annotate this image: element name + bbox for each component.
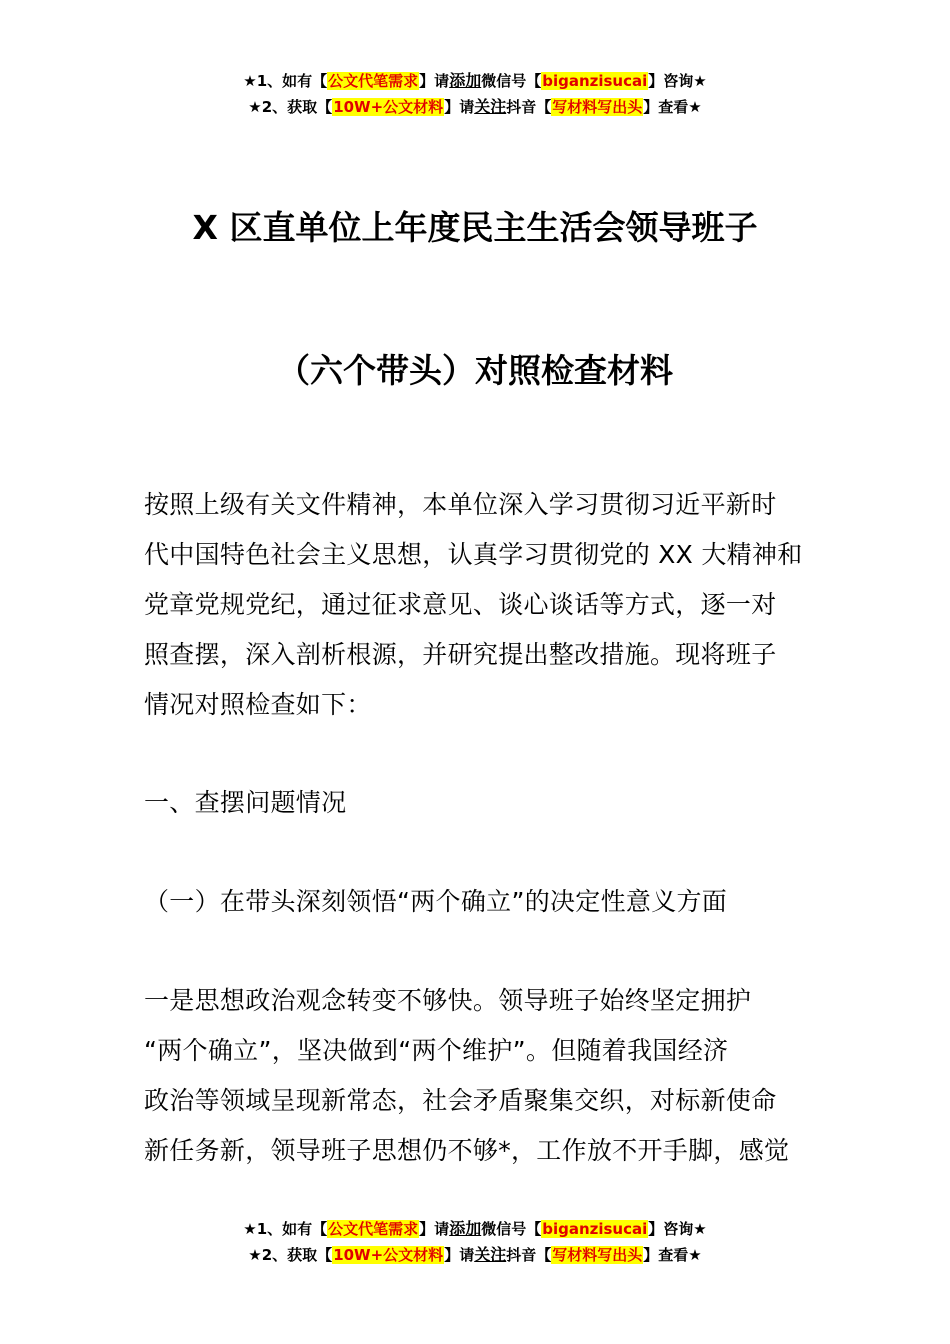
paragraph-line: 政治等领域呈现新常态，社会矛盾聚集交织，对标新使命 xyxy=(144,1086,777,1115)
banner-text: 】请 xyxy=(444,98,475,116)
banner-underline: 关注 xyxy=(474,1245,507,1264)
banner-highlight: 10W+公文材料 xyxy=(333,98,444,116)
banner-text: 微信号【 xyxy=(481,72,542,90)
paragraph-line: 一是思想政治观念转变不够快。领导班子始终坚定拥护 xyxy=(144,986,752,1015)
banner-text: 】请 xyxy=(444,1246,475,1264)
section-heading xyxy=(144,778,808,828)
banner-text: 】请 xyxy=(419,1220,450,1238)
banner-highlight: biganzisucai xyxy=(542,72,648,90)
paragraph-line: 按照上级有关文件精神，本单位深入学习贯彻习近平新时 xyxy=(144,490,777,519)
banner-line-1 xyxy=(0,68,950,94)
body-paragraph xyxy=(144,976,808,1176)
banner-text: ★1、如有【 xyxy=(243,1220,328,1238)
banner-underline: 添加 xyxy=(449,1219,482,1238)
document-title-line-2: （六个带头）对照检查材料 xyxy=(277,351,673,390)
intro-paragraph xyxy=(144,480,808,730)
heading-text: 一、查摆问题情况 xyxy=(144,788,347,817)
banner-text: ★2、获取【 xyxy=(248,98,333,116)
banner-underline: 添加 xyxy=(449,71,482,90)
document-title-line-1: X 区直单位上年度民主生活会领导班子 xyxy=(192,208,758,247)
banner-highlight: 公文代笔需求 xyxy=(328,72,419,90)
banner-text: ★1、如有【 xyxy=(243,72,328,90)
banner-text: 抖音【 xyxy=(506,98,552,116)
banner-text: 微信号【 xyxy=(481,1220,542,1238)
banner-text: 】请 xyxy=(419,72,450,90)
banner-text: ★2、获取【 xyxy=(248,1246,333,1264)
subsection-heading xyxy=(144,877,808,927)
paragraph-line: 党章党规党纪，通过征求意见、谈心谈话等方式，逐一对 xyxy=(144,590,777,619)
paragraph-line: 代中国特色社会主义思想，认真学习贯彻党的 XX 大精神和 xyxy=(144,540,803,569)
banner-text: 】咨询★ xyxy=(648,72,707,90)
banner-text: 】咨询★ xyxy=(648,1220,707,1238)
banner-line-1 xyxy=(0,1216,950,1242)
footer-banner xyxy=(0,1216,950,1268)
banner-underline: 关注 xyxy=(474,97,507,116)
paragraph-line: 照查摆，深入剖析根源，并研究提出整改措施。现将班子 xyxy=(144,640,777,669)
heading-text: （一）在带头深刻领悟“两个确立”的决定性意义方面 xyxy=(144,887,728,916)
paragraph-line: 情况对照检查如下： xyxy=(144,690,372,719)
paragraph-line: “两个确立”，坚决做到“两个维护”。但随着我国经济 xyxy=(144,1036,729,1065)
banner-highlight: 写材料写出头 xyxy=(552,1246,643,1264)
banner-text: 抖音【 xyxy=(506,1246,552,1264)
banner-highlight: 公文代笔需求 xyxy=(328,1220,419,1238)
banner-highlight: biganzisucai xyxy=(542,1220,648,1238)
header-banner xyxy=(0,68,950,120)
banner-line-2 xyxy=(0,1242,950,1268)
banner-text: 】查看★ xyxy=(643,1246,702,1264)
banner-line-2 xyxy=(0,94,950,120)
banner-highlight: 写材料写出头 xyxy=(552,98,643,116)
banner-text: 】查看★ xyxy=(643,98,702,116)
banner-highlight: 10W+公文材料 xyxy=(333,1246,444,1264)
paragraph-line: 新任务新，领导班子思想仍不够*，工作放不开手脚，感觉 xyxy=(144,1136,790,1165)
